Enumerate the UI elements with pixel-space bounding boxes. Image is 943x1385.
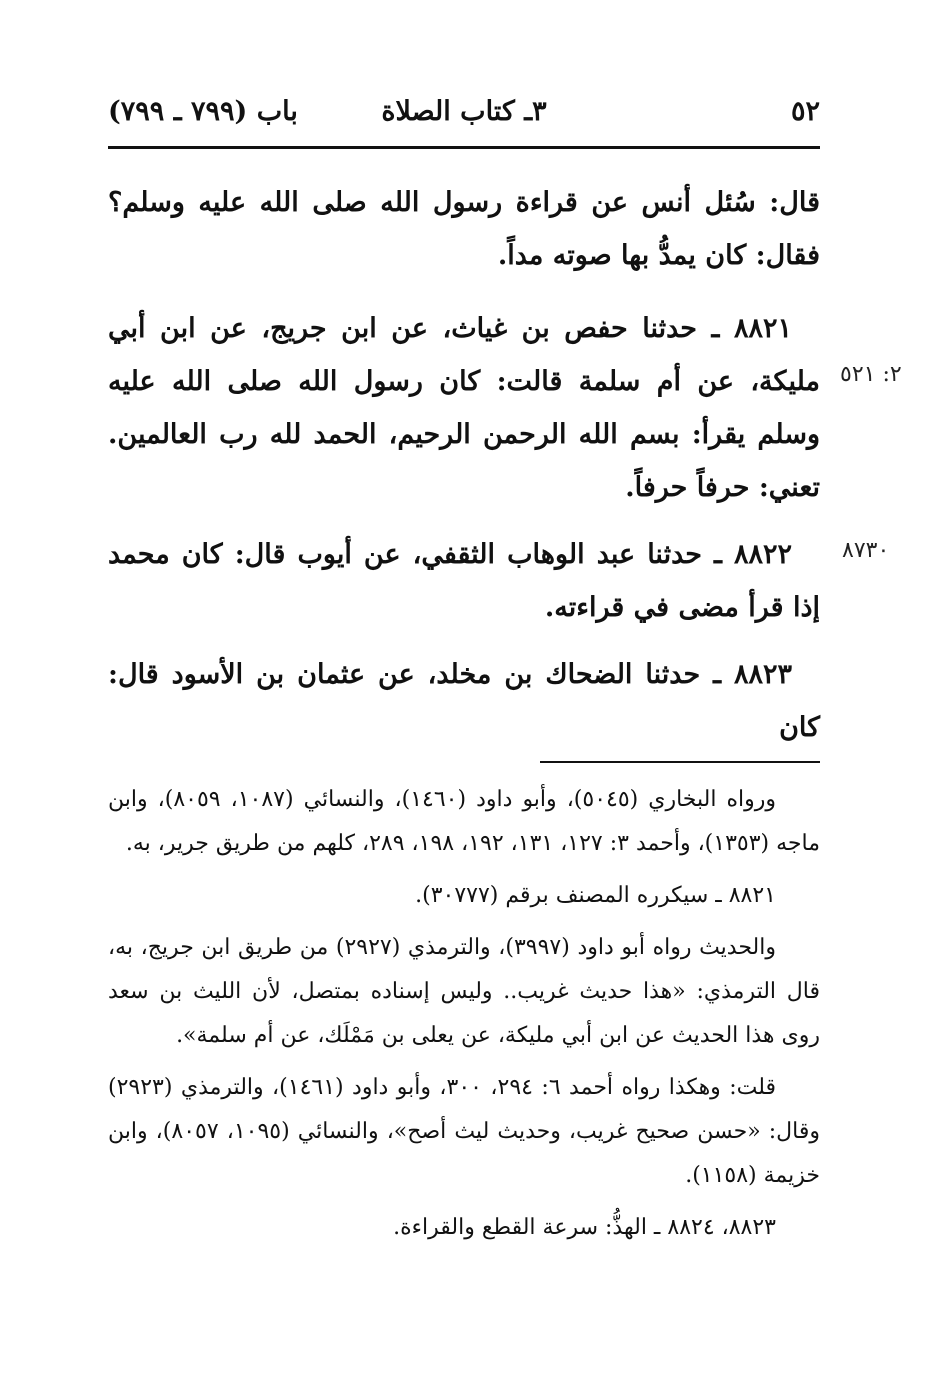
margin-reference: ٢: ٥٢١: [840, 362, 902, 387]
hadith-number: ٨٨٢٣: [733, 659, 792, 690]
page-number: ٥٢: [790, 96, 820, 127]
hadith-paragraph: [108, 302, 820, 514]
footnote-paragraph: ورواه البخاري (٥٠٤٥)، وأبو داود (١٤٦٠)، والنسائي (١٠٨٧، ٨٠٥٩)، وابن ماجه (١٣٥٣)، وأحمد ٣: ١٢٧، ١٣١، ١٩٢، ١٩٨، ٢٨٩، كلهم من طريق جرير، به.: [108, 787, 820, 856]
margin-reference: ٨٧٣٠: [842, 538, 890, 563]
hadith-paragraph: [108, 528, 820, 634]
hadith-text: ـ حدثنا الضحاك بن مخلد، عن عثمان بن الأسود قال: كان: [108, 659, 820, 743]
chapter-range: باب (٧٩٩ ـ ٧٩٩): [108, 96, 298, 127]
hadith-number: ٨٨٢٢: [733, 539, 792, 570]
footnotes: [108, 778, 820, 1258]
hadith-text: ـ حدثنا عبد الوهاب الثقفي، عن أيوب قال: كان محمد إذا قرأ مضى في قراءته.: [108, 539, 820, 623]
hadith-8823: [108, 648, 820, 754]
footnote-paragraph: ٨٨٢٣، ٨٨٢٤ ـ الهذُّ: سرعة القطع والقراءة.: [393, 1215, 776, 1240]
hadith-text: ـ حدثنا حفص بن غياث، عن ابن جريج، عن ابن أبي مليكة، عن أم سلمة قالت: كان رسول الله صلى الله عليه وسلم يقرأ: بسم الله الرحمن الرحيم، الحمد لله رب العالمين. تعني: حرفاً حرفاً.: [108, 313, 820, 503]
page-header: [108, 96, 820, 140]
hadith-8822: [108, 528, 820, 634]
header-rule: [108, 146, 820, 149]
continuation-paragraph: [108, 176, 820, 282]
footnote-paragraph: ٨٨٢١ ـ سيكرره المصنف برقم (٣٠٧٧٧).: [415, 883, 776, 908]
footnote-separator: [540, 761, 820, 763]
hadith-8821: [108, 302, 820, 514]
hadith-number: ٨٨٢١: [733, 313, 792, 344]
book-title: ٣ـ كتاب الصلاة: [381, 96, 547, 127]
footnote-paragraph: قلت: وهكذا رواه أحمد ٦: ٢٩٤، ٣٠٠، وأبو داود (١٤٦١)، والترمذي (٢٩٢٣) وقال: «حسن صحيح غريب، وحديث ليث أصح»، والنسائي (١٠٩٥، ٨٠٥٧)، وابن خزيمة (١١٥٨).: [108, 1075, 820, 1188]
footnote-paragraph: والحديث رواه أبو داود (٣٩٩٧)، والترمذي (٢٩٢٧) من طريق ابن جريج، به، قال الترمذي: «هذا حديث غريب.. وليس إسناده بمتصل، لأن الليث بن سعد روى هذا الحديث عن ابن أبي مليكة، عن يعلى بن مَمْلَك، عن أم سلمة».: [108, 935, 820, 1048]
paragraph-text: قال: سُئل أنس عن قراءة رسول الله صلى الله عليه وسلم؟ فقال: كان يمدُّ بها صوته مداً.: [108, 187, 820, 271]
hadith-paragraph: [108, 648, 820, 754]
